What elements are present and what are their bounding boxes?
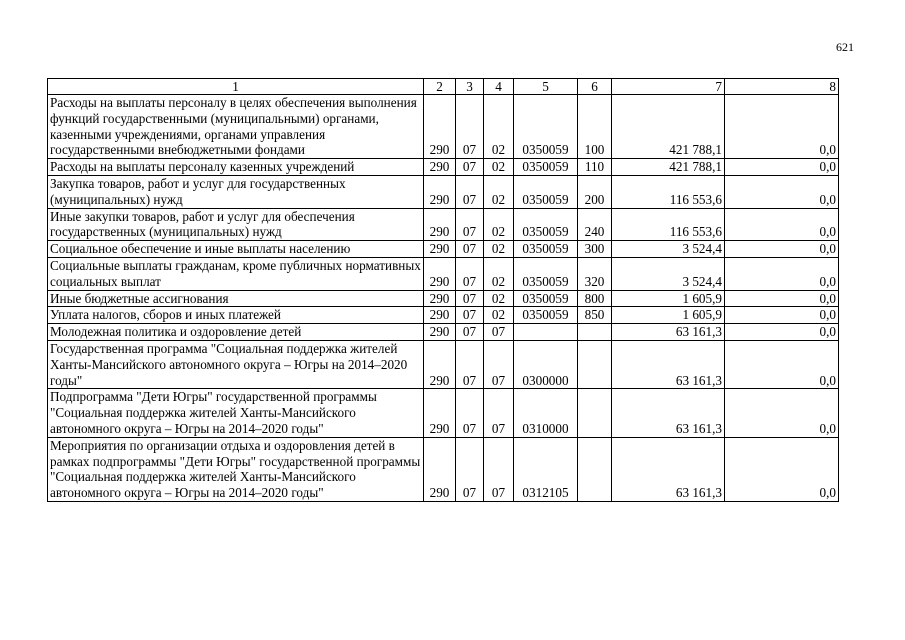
row-subsection-cell: 07 bbox=[484, 437, 514, 501]
row-expense-type-cell: 320 bbox=[578, 257, 612, 290]
row-target-article-cell: 0350059 bbox=[514, 208, 578, 241]
row-target-article-cell: 0310000 bbox=[514, 389, 578, 437]
row-section-cell: 07 bbox=[456, 175, 484, 208]
row-amount-cell: 63 161,3 bbox=[612, 324, 725, 341]
row-amount-secondary-cell: 0,0 bbox=[725, 389, 839, 437]
row-subsection-cell: 02 bbox=[484, 175, 514, 208]
row-code-cell: 290 bbox=[424, 159, 456, 176]
row-code-cell: 290 bbox=[424, 324, 456, 341]
table-row bbox=[48, 324, 839, 341]
row-amount-cell: 421 788,1 bbox=[612, 95, 725, 159]
row-expense-type-cell: 110 bbox=[578, 159, 612, 176]
row-name-cell: Социальное обеспечение и иные выплаты населению bbox=[48, 241, 424, 258]
column-header: 7 bbox=[612, 79, 725, 95]
row-code-cell: 290 bbox=[424, 241, 456, 258]
row-code-cell: 290 bbox=[424, 307, 456, 324]
row-code-cell: 290 bbox=[424, 437, 456, 501]
row-target-article-cell: 0350059 bbox=[514, 95, 578, 159]
row-target-article-cell: 0350059 bbox=[514, 307, 578, 324]
row-expense-type-cell bbox=[578, 324, 612, 341]
row-code-cell: 290 bbox=[424, 208, 456, 241]
table-row bbox=[48, 437, 839, 501]
row-expense-type-cell: 850 bbox=[578, 307, 612, 324]
row-code-cell: 290 bbox=[424, 95, 456, 159]
row-amount-secondary-cell: 0,0 bbox=[725, 307, 839, 324]
row-amount-cell: 63 161,3 bbox=[612, 437, 725, 501]
row-target-article-cell: 0350059 bbox=[514, 241, 578, 258]
row-code-cell: 290 bbox=[424, 340, 456, 388]
row-target-article-cell: 0312105 bbox=[514, 437, 578, 501]
row-amount-secondary-cell: 0,0 bbox=[725, 437, 839, 501]
row-subsection-cell: 07 bbox=[484, 324, 514, 341]
row-name-cell: Подпрограмма "Дети Югры" государственной программы "Социальная поддержка жителей Ханты-Мансийского автономного округа – Югры на 2014–2020 годы" bbox=[48, 389, 424, 437]
column-header: 8 bbox=[725, 79, 839, 95]
row-section-cell: 07 bbox=[456, 290, 484, 307]
row-amount-cell: 1 605,9 bbox=[612, 290, 725, 307]
column-header: 2 bbox=[424, 79, 456, 95]
row-name-cell: Закупка товаров, работ и услуг для государственных (муниципальных) нужд bbox=[48, 175, 424, 208]
row-subsection-cell: 02 bbox=[484, 290, 514, 307]
table-row bbox=[48, 241, 839, 258]
row-section-cell: 07 bbox=[456, 324, 484, 341]
row-expense-type-cell: 300 bbox=[578, 241, 612, 258]
row-amount-cell: 116 553,6 bbox=[612, 208, 725, 241]
row-amount-cell: 3 524,4 bbox=[612, 257, 725, 290]
page-number: 621 bbox=[836, 40, 854, 54]
row-code-cell: 290 bbox=[424, 175, 456, 208]
table-row bbox=[48, 208, 839, 241]
row-subsection-cell: 02 bbox=[484, 159, 514, 176]
row-amount-secondary-cell: 0,0 bbox=[725, 290, 839, 307]
row-amount-secondary-cell: 0,0 bbox=[725, 208, 839, 241]
row-name-cell: Расходы на выплаты персоналу казенных учреждений bbox=[48, 159, 424, 176]
table-row bbox=[48, 95, 839, 159]
table-row bbox=[48, 159, 839, 176]
row-subsection-cell: 02 bbox=[484, 307, 514, 324]
row-section-cell: 07 bbox=[456, 437, 484, 501]
row-expense-type-cell: 800 bbox=[578, 290, 612, 307]
row-expense-type-cell: 200 bbox=[578, 175, 612, 208]
row-amount-cell: 3 524,4 bbox=[612, 241, 725, 258]
column-header: 6 bbox=[578, 79, 612, 95]
row-target-article-cell: 0350059 bbox=[514, 290, 578, 307]
row-name-cell: Молодежная политика и оздоровление детей bbox=[48, 324, 424, 341]
row-section-cell: 07 bbox=[456, 95, 484, 159]
row-section-cell: 07 bbox=[456, 208, 484, 241]
column-header: 1 bbox=[48, 79, 424, 95]
row-name-cell: Мероприятия по организации отдыха и оздоровления детей в рамках подпрограммы "Дети Югры" государственной программы "Социальная поддержка жителей Ханты-Мансийского автономного округа – Югры на 2014–2020 годы" bbox=[48, 437, 424, 501]
row-expense-type-cell: 100 bbox=[578, 95, 612, 159]
header-row bbox=[48, 79, 839, 95]
row-subsection-cell: 02 bbox=[484, 257, 514, 290]
row-expense-type-cell bbox=[578, 340, 612, 388]
table-row bbox=[48, 290, 839, 307]
column-header: 4 bbox=[484, 79, 514, 95]
row-amount-secondary-cell: 0,0 bbox=[725, 95, 839, 159]
table-row bbox=[48, 257, 839, 290]
row-subsection-cell: 02 bbox=[484, 95, 514, 159]
row-target-article-cell: 0300000 bbox=[514, 340, 578, 388]
row-amount-cell: 116 553,6 bbox=[612, 175, 725, 208]
row-amount-cell: 63 161,3 bbox=[612, 389, 725, 437]
row-section-cell: 07 bbox=[456, 307, 484, 324]
column-header: 3 bbox=[456, 79, 484, 95]
row-amount-secondary-cell: 0,0 bbox=[725, 175, 839, 208]
row-name-cell: Иные бюджетные ассигнования bbox=[48, 290, 424, 307]
row-target-article-cell: 0350059 bbox=[514, 159, 578, 176]
row-code-cell: 290 bbox=[424, 257, 456, 290]
table-row bbox=[48, 307, 839, 324]
row-name-cell: Иные закупки товаров, работ и услуг для обеспечения государственных (муниципальных) нужд bbox=[48, 208, 424, 241]
row-name-cell: Социальные выплаты гражданам, кроме публичных нормативных социальных выплат bbox=[48, 257, 424, 290]
row-amount-secondary-cell: 0,0 bbox=[725, 324, 839, 341]
row-expense-type-cell bbox=[578, 389, 612, 437]
row-amount-cell: 63 161,3 bbox=[612, 340, 725, 388]
row-amount-secondary-cell: 0,0 bbox=[725, 257, 839, 290]
row-section-cell: 07 bbox=[456, 340, 484, 388]
row-amount-secondary-cell: 0,0 bbox=[725, 159, 839, 176]
row-section-cell: 07 bbox=[456, 257, 484, 290]
row-target-article-cell: 0350059 bbox=[514, 175, 578, 208]
column-header: 5 bbox=[514, 79, 578, 95]
row-amount-cell: 421 788,1 bbox=[612, 159, 725, 176]
table-row bbox=[48, 389, 839, 437]
row-name-cell: Государственная программа "Социальная поддержка жителей Ханты-Мансийского автономного округа – Югры на 2014–2020 годы" bbox=[48, 340, 424, 388]
row-section-cell: 07 bbox=[456, 389, 484, 437]
row-section-cell: 07 bbox=[456, 159, 484, 176]
row-subsection-cell: 02 bbox=[484, 208, 514, 241]
table-row bbox=[48, 175, 839, 208]
row-amount-cell: 1 605,9 bbox=[612, 307, 725, 324]
row-code-cell: 290 bbox=[424, 290, 456, 307]
row-amount-secondary-cell: 0,0 bbox=[725, 241, 839, 258]
row-target-article-cell: 0350059 bbox=[514, 257, 578, 290]
row-subsection-cell: 07 bbox=[484, 389, 514, 437]
budget-table bbox=[47, 78, 839, 502]
row-code-cell: 290 bbox=[424, 389, 456, 437]
table-row bbox=[48, 340, 839, 388]
row-section-cell: 07 bbox=[456, 241, 484, 258]
row-name-cell: Уплата налогов, сборов и иных платежей bbox=[48, 307, 424, 324]
row-name-cell: Расходы на выплаты персоналу в целях обеспечения выполнения функций государственными (муниципальными) органами, казенными учреждениями, органами управления государственными внебюджетными фондами bbox=[48, 95, 424, 159]
row-expense-type-cell bbox=[578, 437, 612, 501]
row-expense-type-cell: 240 bbox=[578, 208, 612, 241]
row-target-article-cell bbox=[514, 324, 578, 341]
row-subsection-cell: 07 bbox=[484, 340, 514, 388]
row-subsection-cell: 02 bbox=[484, 241, 514, 258]
row-amount-secondary-cell: 0,0 bbox=[725, 340, 839, 388]
